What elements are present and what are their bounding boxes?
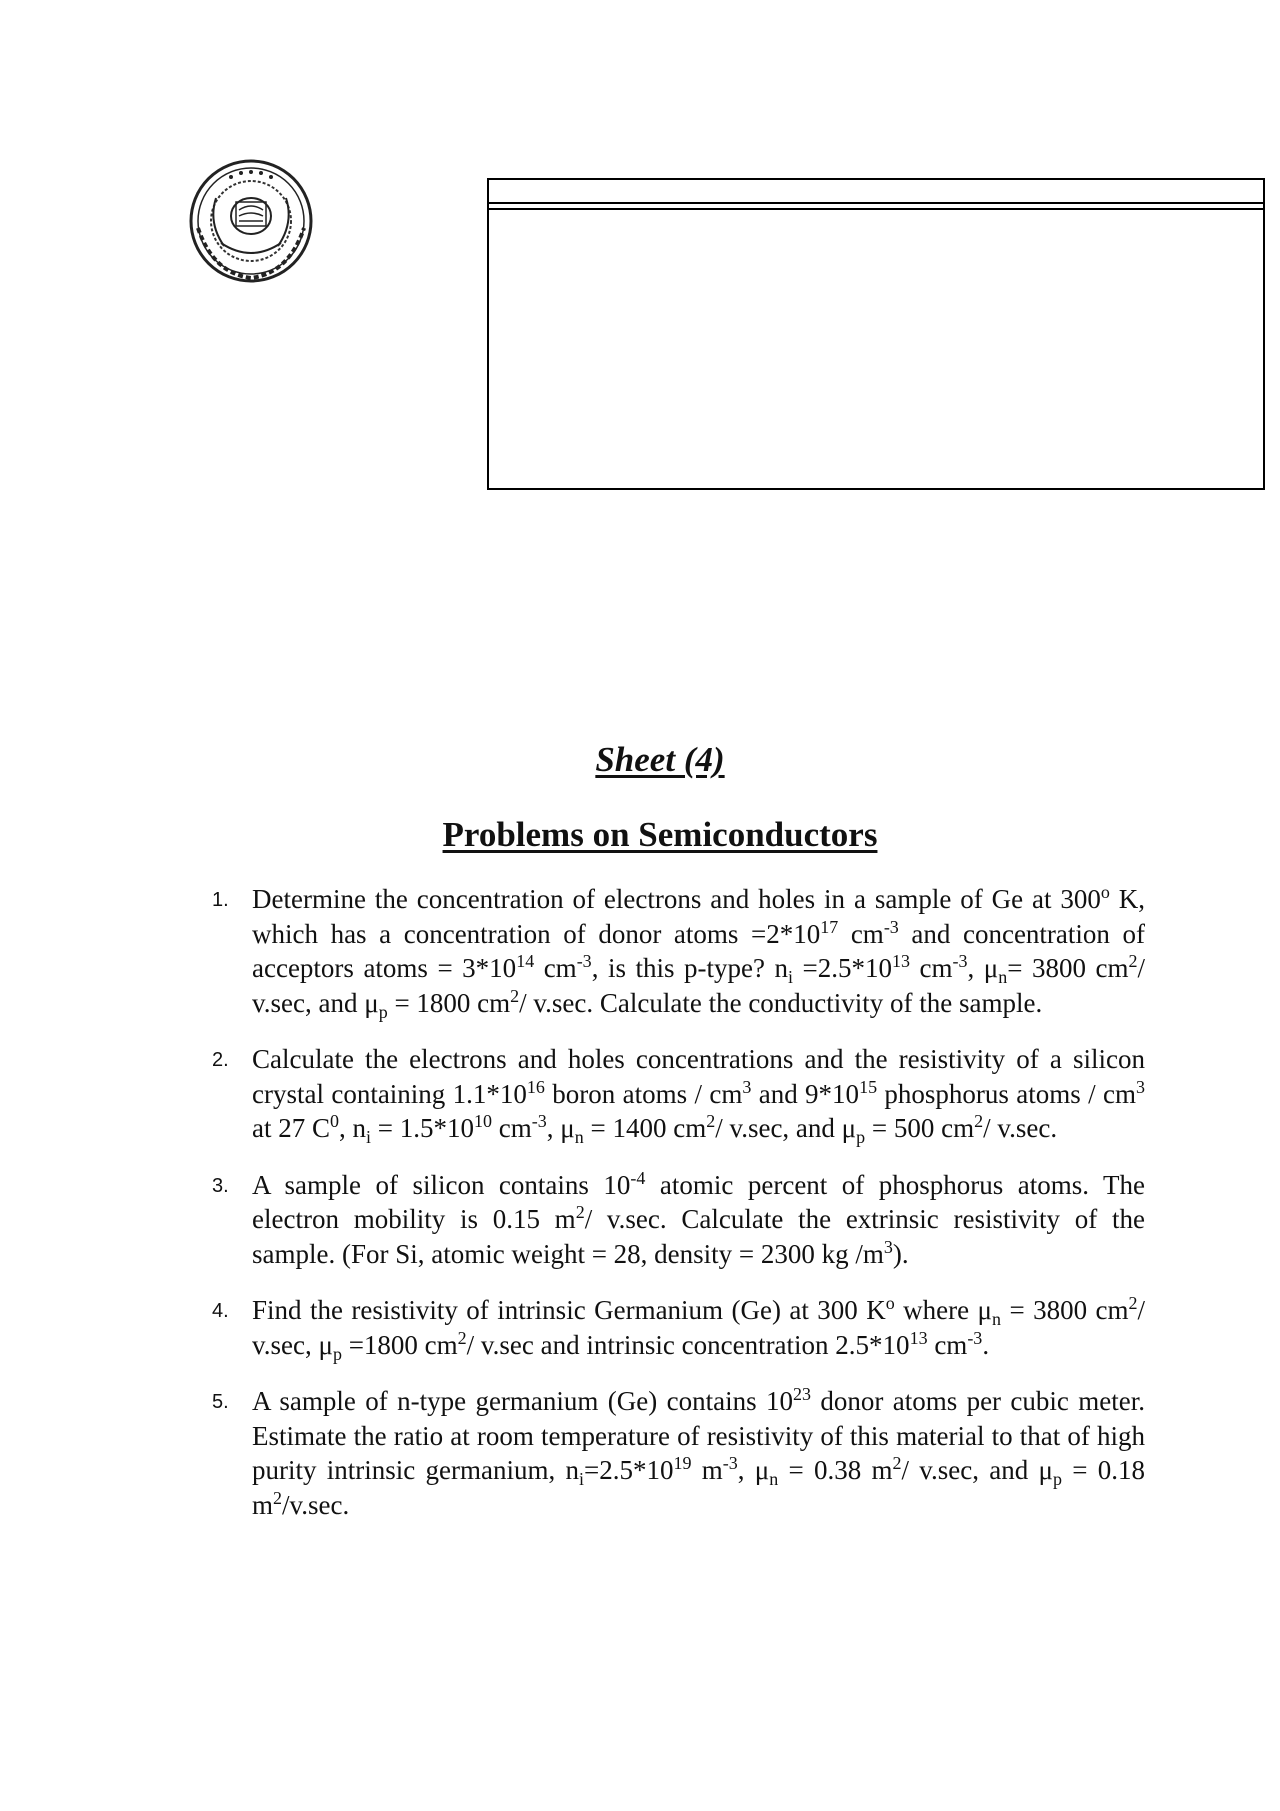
problem-sup: 3 xyxy=(742,1076,752,1097)
problem-sub: n xyxy=(998,967,1008,987)
problem-sup: -3 xyxy=(967,1327,983,1348)
problem-text-run: cm xyxy=(492,1113,532,1143)
problem-text-run: = 500 cm xyxy=(865,1113,975,1143)
problem-text-run: . xyxy=(982,1329,990,1360)
problem-sup: 3 xyxy=(1136,1076,1145,1097)
problem-sub: i xyxy=(578,1469,584,1489)
problem-sup: 13 xyxy=(891,951,910,971)
problem-sup: 16 xyxy=(526,1076,545,1097)
problems-list xyxy=(210,882,1145,1544)
problem-text xyxy=(252,1167,1145,1269)
problem-sub: p xyxy=(332,1343,342,1364)
problem-text-run: , μ xyxy=(967,953,999,983)
problem-text-run: =2.5*10 xyxy=(584,1455,674,1485)
problem-item xyxy=(210,1384,1145,1522)
problem-text xyxy=(252,1293,1146,1364)
problem-text-run: = 1800 cm xyxy=(387,987,511,1018)
problem-sup: 23 xyxy=(792,1384,811,1404)
problem-sup: -3 xyxy=(883,916,899,937)
problem-sup: 17 xyxy=(820,916,839,937)
problem-text xyxy=(252,1044,1145,1147)
problem-text-run: atomic percent of phosphorus atoms. The electron mobility is 0.15 m xyxy=(252,1169,1145,1234)
problem-text-run: / v.sec. Calculate the extrinsic resistivity of the sample. (For Si, atomic weight = 28, density = 2300 kg /m xyxy=(252,1204,1145,1269)
problem-text-run: , n xyxy=(339,1113,366,1143)
sheet-title xyxy=(0,740,1280,780)
problem-text-run: A sample of silicon contains 10 xyxy=(252,1169,631,1200)
problem-item xyxy=(210,1042,1145,1146)
problem-number: 5. xyxy=(212,1391,229,1413)
problem-text xyxy=(252,882,1145,1022)
problem-sup: 2 xyxy=(974,1111,984,1131)
problem-text-run: cm xyxy=(927,1329,968,1360)
problem-text-run: and concentration of acceptors atoms = 3*10 xyxy=(252,918,1145,983)
problem-sup: 2 xyxy=(1128,1293,1138,1313)
problem-sup: -3 xyxy=(952,951,968,971)
problem-number: 4. xyxy=(212,1300,229,1322)
problem-sup: 3 xyxy=(883,1236,893,1257)
problem-text-run: Determine the concentration of electrons and holes in a sample of Ge at 300 xyxy=(252,884,1101,914)
problem-text-run: , μ xyxy=(546,1113,575,1143)
header-rule-bottom xyxy=(489,208,1263,210)
academy-seal-icon xyxy=(176,158,326,284)
problem-text-run: / v.sec, and μ xyxy=(715,1113,857,1143)
problem-sub: n xyxy=(574,1127,584,1147)
problem-sub: n xyxy=(769,1469,779,1489)
problem-sup: -3 xyxy=(531,1111,547,1131)
problem-text-run: = 3800 cm xyxy=(1007,953,1129,983)
sheet-title-text: Sheet (4) xyxy=(595,740,725,779)
problem-text-run: = 1.5*10 xyxy=(371,1113,474,1143)
problem-text-run: at 27 C xyxy=(252,1113,330,1143)
problem-text-run: Calculate the electrons and holes concentrations and the resistivity of a silicon crystal containing 1.1*10 xyxy=(252,1044,1145,1109)
problem-item xyxy=(210,1293,1145,1362)
problem-text-run: ). xyxy=(892,1238,909,1269)
problem-sub: p xyxy=(1052,1469,1062,1489)
problem-sup: 2 xyxy=(273,1487,283,1508)
problem-sub: i xyxy=(366,1127,372,1147)
problem-item xyxy=(210,1168,1145,1272)
problem-text-run: = 0.38 m xyxy=(778,1455,893,1485)
header-rule-top xyxy=(489,202,1263,204)
problem-number: 1. xyxy=(212,889,229,911)
problem-sup: 2 xyxy=(892,1453,902,1473)
problem-text-run: = 3800 cm xyxy=(1001,1295,1129,1325)
problem-sup: 2 xyxy=(575,1202,585,1222)
problem-sup: 10 xyxy=(474,1111,492,1131)
problem-sup: -3 xyxy=(576,951,592,971)
problem-sup: 2 xyxy=(1128,951,1138,971)
problem-sup: 15 xyxy=(859,1076,878,1097)
problem-text-run: boron atoms / cm xyxy=(544,1078,743,1109)
problem-sup: 14 xyxy=(516,951,535,971)
header-frame xyxy=(487,178,1265,490)
problem-sup: -4 xyxy=(630,1167,646,1188)
page-heading-text: Problems on Semiconductors xyxy=(442,815,878,854)
problem-sub: i xyxy=(787,967,793,987)
problem-text-run: donor atoms per cubic meter. Estimate the ratio at room temperature of resistivity of this material to that of high purity intrinsic germanium, n xyxy=(252,1386,1145,1485)
problem-sup: o xyxy=(885,1293,895,1313)
problem-text-run: Find the resistivity of intrinsic Germanium (Ge) at 300 K xyxy=(252,1295,886,1325)
problem-text-run: A sample of n-type germanium (Ge) contains 10 xyxy=(252,1386,793,1416)
problem-text-run: , μ xyxy=(737,1455,770,1485)
problem-text-run: cm xyxy=(838,918,884,949)
problem-sup: 2 xyxy=(457,1327,467,1348)
problem-item xyxy=(210,882,1145,1020)
problem-sub: p xyxy=(378,1001,388,1022)
problem-text-run: m xyxy=(691,1455,723,1485)
problem-sup: 19 xyxy=(673,1453,692,1473)
problem-text-run: and 9*10 xyxy=(751,1078,860,1109)
problem-sup: -3 xyxy=(722,1453,738,1473)
problem-text-run: , is this p-type? n xyxy=(591,953,788,983)
problem-text-run: / v.sec. Calculate the conductivity of the sample. xyxy=(519,987,1043,1018)
problem-text-run: = 1400 cm xyxy=(583,1113,707,1143)
problem-text-run: cm xyxy=(909,953,953,983)
problem-text-run: / v.sec. xyxy=(983,1113,1058,1143)
problem-number: 2. xyxy=(212,1049,229,1071)
problem-sup: 2 xyxy=(706,1111,716,1131)
problem-text-run: = 0.18 m xyxy=(252,1455,1145,1520)
problem-text-run: =1800 cm xyxy=(341,1329,458,1360)
problem-sub: n xyxy=(992,1309,1002,1329)
problem-text-run: /v.sec. xyxy=(282,1489,350,1520)
problem-text-run: / v.sec, and μ xyxy=(901,1455,1053,1485)
problem-text-run: cm xyxy=(534,953,577,983)
problem-text-run: K, which has a concentration of donor atoms =2*10 xyxy=(252,884,1145,949)
problem-sup: 0 xyxy=(330,1111,339,1131)
problem-text-run: phosphorus atoms / cm xyxy=(877,1078,1136,1109)
problem-text-run: =2.5*10 xyxy=(792,953,892,983)
problem-sup: 13 xyxy=(909,1327,928,1348)
problem-text-run: / v.sec, and μ xyxy=(252,953,1145,1018)
problem-text-run: / v.sec, μ xyxy=(252,1295,1146,1360)
problem-sub: p xyxy=(856,1127,866,1147)
problem-sup: o xyxy=(1100,882,1110,902)
page-heading xyxy=(0,815,1280,855)
problem-text-run: where μ xyxy=(894,1295,993,1325)
problem-sup: 2 xyxy=(510,985,520,1006)
problem-text-run: / v.sec and intrinsic concentration 2.5*10 xyxy=(466,1329,910,1360)
problem-text xyxy=(252,1386,1145,1520)
problem-number: 3. xyxy=(212,1174,229,1197)
